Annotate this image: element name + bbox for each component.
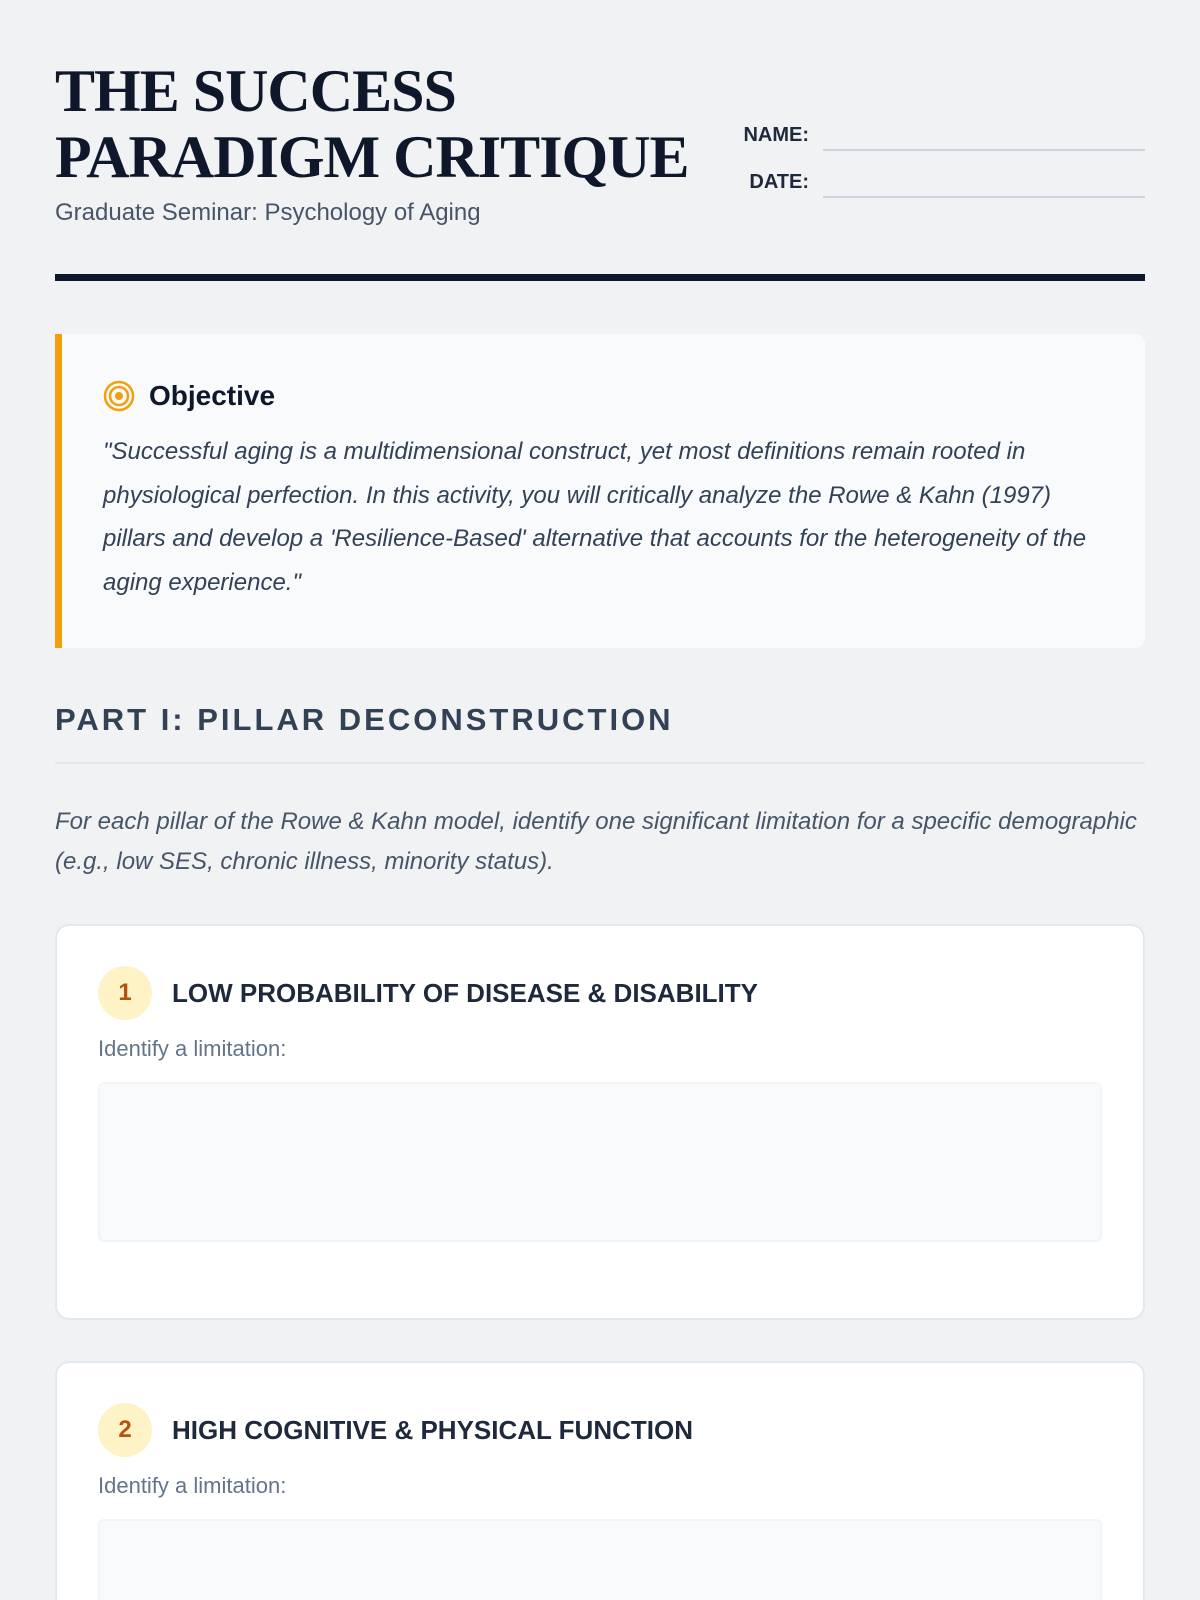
pillar-header [98,1403,1102,1457]
page-title: THE SUCCESS PARADIGM CRITIQUE [55,58,689,190]
limitation-label: Identify a limitation: [98,1473,287,1498]
objective-text: "Successful aging is a multidimensional construct, yet most definitions remain rooted in physiological perfection. In this activity, you will critically analyze the Rowe & Kahn (1997) pillars and develop a 'Resilience-Based' alternative that accounts for the heterogeneity of the aging experience." [103,438,1087,596]
pillar-card [55,1361,1145,1600]
header-divider [55,274,1145,281]
pillar-number-badge: 2 [98,1403,152,1457]
part-1-divider [55,762,1145,764]
date-field[interactable] [823,168,1145,198]
page-subtitle: Graduate Seminar: Psychology of Aging [55,199,481,226]
pillar-header [98,966,1102,1020]
objective-box [55,334,1145,648]
name-row [735,104,1145,151]
date-label: DATE: [749,171,809,193]
pillar-title: LOW PROBABILITY OF DISEASE & DISABILITY [172,977,758,1008]
student-info [735,104,1145,198]
limitation-answer-field[interactable] [98,1082,1102,1242]
limitation-label: Identify a limitation: [98,1036,287,1061]
pillar-title: HIGH COGNITIVE & PHYSICAL FUNCTION [172,1414,693,1445]
pillar-card [55,924,1145,1320]
part-1-title: PART I: PILLAR DECONSTRUCTION [55,702,674,737]
name-field[interactable] [823,121,1145,151]
limitation-answer-field[interactable] [98,1519,1102,1600]
target-icon [103,380,135,412]
part-1-instructions: For each pillar of the Rowe & Kahn model, identify one significant limitation for a specific demographic (e.g., low SES, chronic illness, minority status). [55,808,1137,875]
worksheet-header [55,0,1145,287]
name-label: NAME: [743,124,809,146]
date-row [735,151,1145,198]
objective-title: Objective [149,380,276,411]
pillar-number-badge: 1 [98,966,152,1020]
objective-header [103,378,1105,414]
